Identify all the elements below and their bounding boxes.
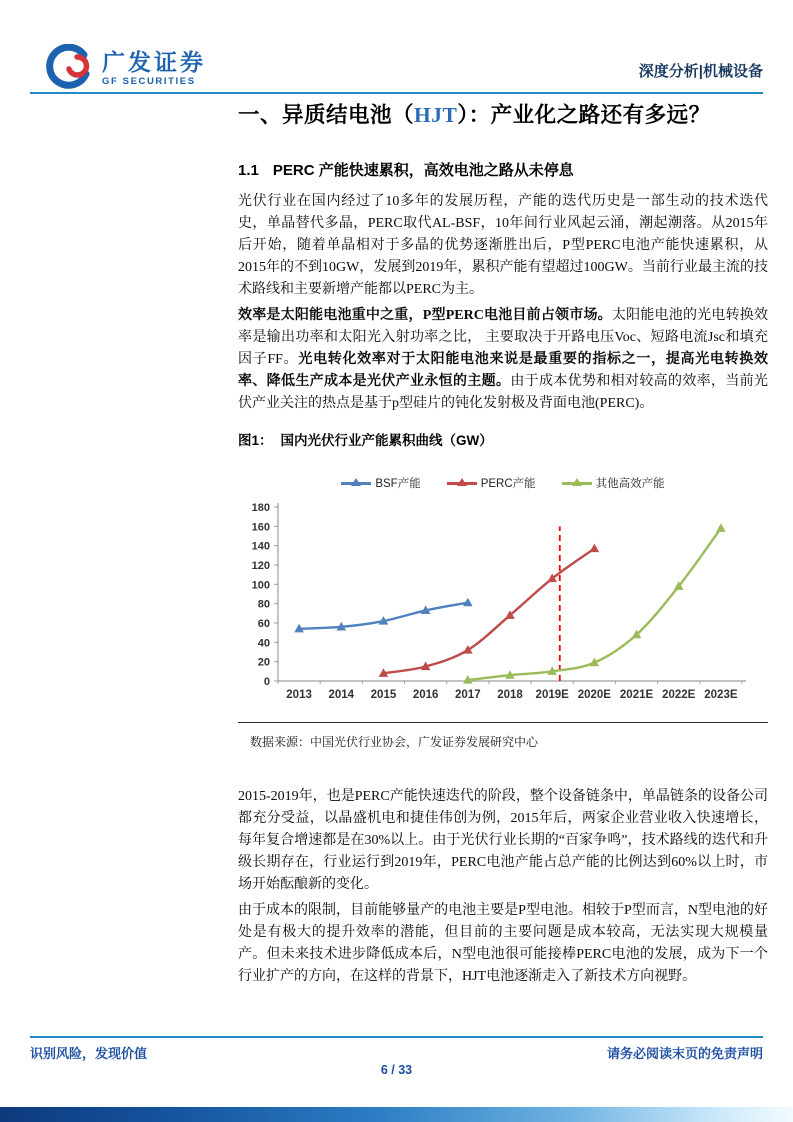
svg-text:60: 60: [257, 618, 270, 630]
svg-text:2018: 2018: [497, 689, 523, 701]
text-run: 2015-2019年，也是PERC产能快速迭代的阶段，整个设备链条中，单晶链条的设备公司都充分受益，以晶盛机电和捷佳伟创为例，2015年后，两家企业营业收入快速增长，每年复合增速都是在30%以上。由于光伏行业长期的“百家争鸣”，技术路线的迭代和升级长期存在，行业运行到2019年，PERC电池产能占总产能的比例达到60%以上时，市场开始酝酿新的变化。: [238, 789, 768, 892]
legend-line-triangle-icon: [447, 477, 477, 489]
chart-svg: [240, 497, 750, 709]
title-suffix: ）：产业化之路还有多远？: [457, 103, 711, 127]
legend-label: 其他高效产能: [595, 478, 665, 490]
title-prefix: 一、异质结电池（: [238, 103, 415, 127]
svg-text:2022E: 2022E: [662, 689, 696, 701]
svg-text:2019E: 2019E: [535, 689, 569, 701]
logo-text: [102, 51, 206, 87]
gf-logo-icon: [44, 44, 94, 94]
svg-text:180: 180: [251, 502, 270, 514]
paragraph-4: [238, 900, 768, 988]
figure-1: [238, 429, 768, 750]
report-category-tag: 深度分析|机械设备: [638, 63, 763, 80]
legend-item: [341, 475, 420, 491]
text-run: 由于成本的限制，目前能够量产的电池主要是P型电池。相较于P型而言，N型电池的好处是有极大的提升效率的潜能，但目前的主要问题是成本较高，无法实现大规模量产。但未来技术进步降低成本后，N型电池很可能接棒PERC电池的发展，成为下一个行业扩产的方向，在这样的背景下，HJT电池逐渐走入了新技术方向视野。: [238, 903, 768, 984]
text-run: 太阳能电池的光电转换效率是输出功率和太阳光入射功率之比， 主要取决于开路电压Voc、短路电流Jsc和填充因子FF。: [238, 308, 768, 367]
svg-text:2020E: 2020E: [577, 689, 611, 701]
section-heading-text: PERC 产能快速累积，高效电池之路从未停息: [272, 162, 574, 179]
legend-line-triangle-icon: [341, 477, 371, 489]
bold-text-run: 效率是太阳能电池重中之重，P型PERC电池目前占领市场。: [238, 308, 612, 323]
svg-text:2016: 2016: [412, 689, 439, 701]
section-number: 1.1: [238, 162, 259, 179]
svg-text:120: 120: [251, 560, 270, 572]
svg-text:2021E: 2021E: [619, 689, 654, 701]
footer-gradient-bar: [0, 1107, 793, 1122]
page-title: [238, 100, 768, 130]
data-source: 数据来源：中国光伏行业协会，广发证券发展研究中心: [250, 735, 539, 749]
svg-text:2015: 2015: [370, 689, 397, 701]
svg-text:0: 0: [263, 676, 270, 688]
legend-line-triangle-icon: [562, 477, 592, 489]
svg-text:100: 100: [251, 579, 270, 592]
svg-text:40: 40: [257, 637, 270, 650]
legend-label: PERC产能: [480, 478, 536, 490]
logo-cn-label: 广发证券: [102, 49, 206, 76]
bold-text-run: 光电转化效率对于太阳能电池来说是最重要的指标之一，提高光电转换效率、降低生产成本是光伏产业永恒的主题。: [238, 352, 769, 389]
header-rule: [30, 92, 763, 94]
svg-text:20: 20: [257, 656, 270, 669]
footer-slogan: 识别风险，发现价值: [30, 1046, 148, 1061]
page-number: 6 / 33: [380, 1063, 413, 1077]
svg-text:2017: 2017: [455, 689, 481, 701]
section-heading: [238, 161, 768, 181]
figure-caption-label: 图1：: [238, 433, 273, 448]
legend-label: BSF产能: [375, 478, 421, 490]
figure-bottom-rule: [238, 722, 768, 723]
svg-text:80: 80: [257, 598, 270, 611]
svg-text:140: 140: [251, 540, 270, 553]
footer-rule: [30, 1036, 763, 1038]
legend-item: [447, 475, 536, 491]
paragraph-3: [238, 786, 768, 896]
main-content: [238, 100, 768, 988]
figure-caption-text: 国内光伏行业产能累积曲线（GW）: [280, 433, 493, 448]
legend-item: [562, 475, 665, 491]
paragraph-1: [238, 191, 768, 301]
text-run: 光伏行业在国内经过了10多年的发展历程，产能的迭代历史是一部生动的技术迭代史，单晶替代多晶，PERC取代AL-BSF，10年间行业风起云涌，潮起潮落。从2015年后开始，随着单晶相对于多晶的优势逐渐胜出后，P型PERC电池产能快速累积，从2015年的不到10GW，发展到2019年，累积产能有望超过100GW。当前行业最主流的技术路线和主要新增产能都以PERC为主。: [238, 194, 768, 297]
svg-text:160: 160: [251, 521, 270, 534]
gf-securities-logo: [44, 44, 206, 94]
paragraph-2: [238, 305, 768, 415]
footer-disclaimer-note: 请务必阅读末页的免责声明: [606, 1046, 763, 1061]
svg-text:2014: 2014: [328, 689, 355, 701]
figure-caption: [238, 429, 768, 449]
svg-text:2013: 2013: [286, 689, 312, 701]
capacity-chart: [238, 497, 768, 714]
svg-text:2023E: 2023E: [704, 689, 738, 701]
chart-legend: [238, 475, 768, 491]
text-run: 由于成本优势和相对较高的效率，当前光伏产业关注的热点是基于p型硅片的钝化发射极及背面电池(PERC)。: [238, 374, 769, 411]
title-hjt-highlight: HJT: [414, 103, 458, 127]
logo-en-label: GF SECURITIES: [102, 76, 196, 88]
